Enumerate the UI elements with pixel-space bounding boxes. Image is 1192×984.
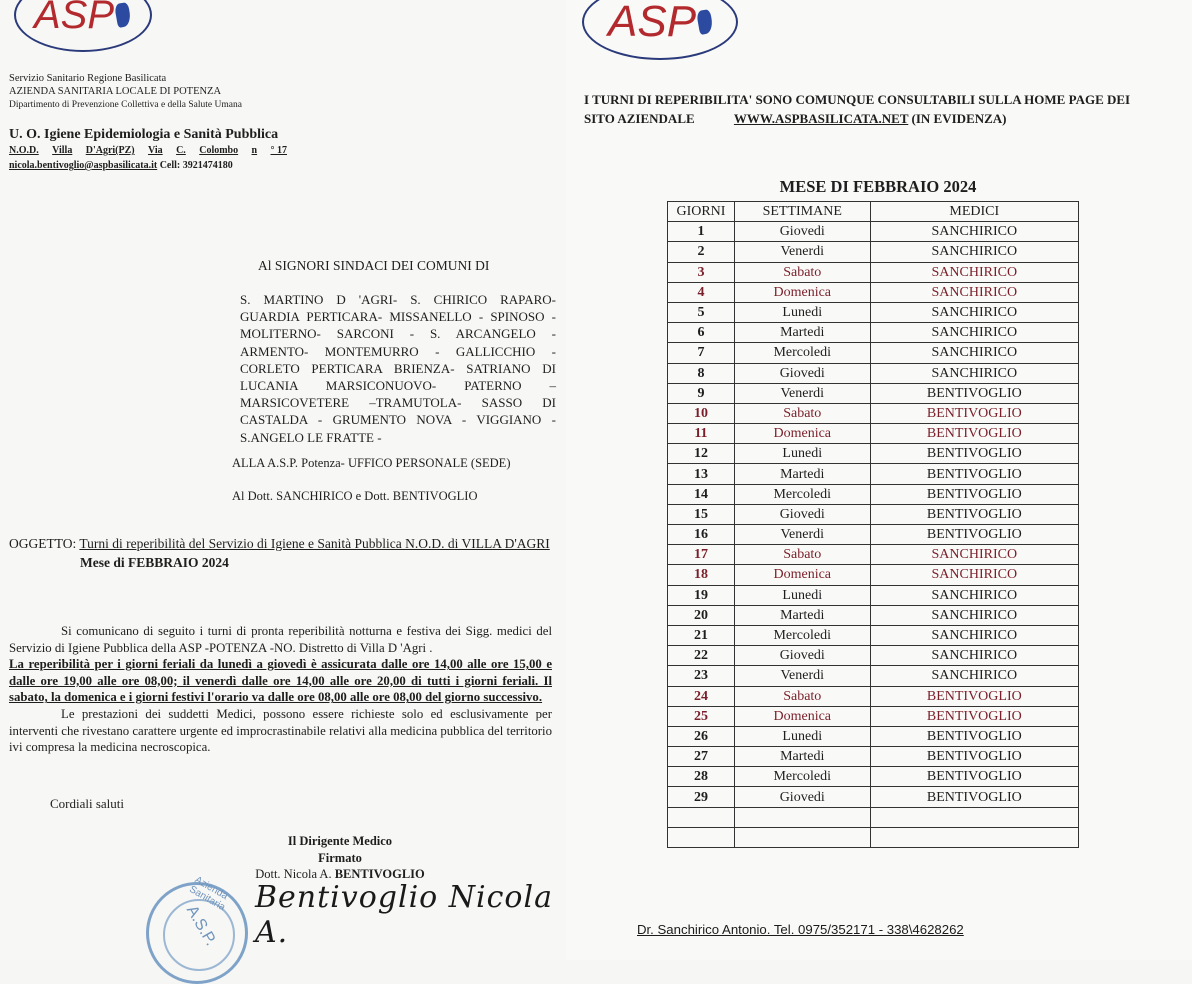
weekday-cell: Venerdi [734,383,870,403]
column-header-doctors: MEDICI [870,202,1078,222]
schedule-title: MESE DI FEBBRAIO 2024 [779,177,977,196]
table-row [668,767,1079,787]
table-row [668,424,1079,444]
address-part: C. [176,145,186,156]
contact-line: Dr. Sanchirico Antonio. Tel. 0975/352171 - 338\4628262 [637,922,964,937]
table-row [668,706,1079,726]
table-row [668,323,1079,343]
day-cell: 18 [668,565,735,585]
day-cell: 14 [668,484,735,504]
table-row [668,625,1079,645]
doctor-cell: SANCHIRICO [870,242,1078,262]
recipient-asp-office: ALLA A.S.P. Potenza- UFFICO PERSONALE (SEDE) [232,456,511,470]
table-row [668,444,1079,464]
doctor-cell: SANCHIRICO [870,646,1078,666]
doctor-cell: SANCHIRICO [870,363,1078,383]
day-cell: 28 [668,767,735,787]
doctor-cell: BENTIVOGLIO [870,747,1078,767]
table-row [668,262,1079,282]
day-cell: 27 [668,747,735,767]
table-row [668,747,1079,767]
table-row [668,242,1079,262]
weekday-cell: Lunedi [734,444,870,464]
doctor-cell: BENTIVOGLIO [870,424,1078,444]
day-cell: 3 [668,262,735,282]
weekday-cell: Domenica [734,282,870,302]
weekday-cell: Mercoledi [734,625,870,645]
notice-line: I TURNI DI REPERIBILITA' SONO COMUNQUE CONSULTABILI SULLA HOME PAGE DEI [584,92,1131,107]
day-cell: 6 [668,323,735,343]
weekday-cell: Venerdi [734,242,870,262]
header-agency: AZIENDA SANITARIA LOCALE DI POTENZA [9,86,222,97]
table-row [668,666,1079,686]
comuni-list: S. MARTINO D 'AGRI- S. CHIRICO RAPARO- GUARDIA PERTICARA- MISSANELLO - SPINOSO - MOLITERNO- SARCONI - S. ARCANGELO - ARMENTO- MONTEMURRO - GALLICCHIO - CORLETO PERTICARA BRIENZA- SATRIANO DI LUCANIA MARSICONUOVO- PATERNO – MARSICOVETERE –TRAMUTOLA- SASSO DI CASTALDA - GRUMENTO NOVA - VIGGIANO - S.ANGELO LE FRATTE - [240,292,556,445]
doctor-cell: BENTIVOGLIO [870,767,1078,787]
doctor-cell: BENTIVOGLIO [870,383,1078,403]
weekday-cell: Giovedi [734,363,870,383]
doctor-cell: BENTIVOGLIO [870,525,1078,545]
weekday-cell: Sabato [734,686,870,706]
doctor-cell: BENTIVOGLIO [870,686,1078,706]
weekday-cell: Domenica [734,565,870,585]
doctor-cell: SANCHIRICO [870,545,1078,565]
closing: Cordiali saluti [50,796,125,811]
body-paragraph-hours: La reperibilità per i giorni feriali da lunedì a giovedì è assicurata dalle ore 14,00 alle ore 15,00 e dalle ore 19,00 alle ore 08,00; il venerdì dalle ore 14,00 alle ore 20,00 di tutti i giorni feriali. Il sabato, la domenica e i giorni festivi l'orario va dalle ore 08,00 alle ore 08,00 del giorno successivo. [9,657,552,705]
website-notice [584,90,1184,128]
asp-logo-text: ASP [608,0,697,46]
weekday-cell [734,807,870,827]
day-cell: 11 [668,424,735,444]
address-part: N.O.D. [9,145,39,156]
doctor-cell: SANCHIRICO [870,605,1078,625]
doctor-cell: SANCHIRICO [870,343,1078,363]
doctor-cell: BENTIVOGLIO [870,706,1078,726]
day-cell: 24 [668,686,735,706]
day-cell [668,827,735,847]
table-row [668,827,1079,847]
day-cell: 17 [668,545,735,565]
doctor-cell: BENTIVOGLIO [870,504,1078,524]
table-row [668,787,1079,807]
day-cell: 7 [668,343,735,363]
day-cell: 16 [668,525,735,545]
header-department: Dipartimento di Prevenzione Collettiva e della Salute Umana [9,100,242,110]
weekday-cell [734,827,870,847]
weekday-cell: Giovedi [734,787,870,807]
doctor-cell: BENTIVOGLIO [870,726,1078,746]
left-page [0,0,566,960]
day-cell: 22 [668,646,735,666]
weekday-cell: Sabato [734,262,870,282]
weekday-cell: Sabato [734,545,870,565]
on-call-schedule-table [667,201,1079,848]
doctor-cell: SANCHIRICO [870,625,1078,645]
doctor-cell: SANCHIRICO [870,282,1078,302]
weekday-cell: Mercoledi [734,767,870,787]
signer-role: Il Dirigente Medico [287,834,393,848]
weekday-cell: Lunedi [734,726,870,746]
doctor-cell: SANCHIRICO [870,585,1078,605]
weekday-cell: Mercoledi [734,484,870,504]
doctor-cell: BENTIVOGLIO [870,464,1078,484]
day-cell: 20 [668,605,735,625]
day-cell: 13 [668,464,735,484]
doctor-cell: BENTIVOGLIO [870,444,1078,464]
body-paragraph-services: Le prestazioni dei suddetti Medici, possono essere richieste solo ed esclusivamente per interventi che rivestano carattere urgente ed improcrastinabile relativi alla medicina pubblica del territorio ivi compresa la medicina necroscopica. [9,706,552,755]
table-row [668,363,1079,383]
weekday-cell: Lunedi [734,302,870,322]
weekday-cell: Lunedi [734,585,870,605]
weekday-cell: Giovedi [734,646,870,666]
weekday-cell: Giovedi [734,222,870,242]
basilicata-map-icon [114,2,132,28]
address-part: n [251,145,258,156]
table-row [668,686,1079,706]
address-part: ° 17 [270,145,287,156]
table-row [668,343,1079,363]
address-part: Villa [52,145,73,156]
day-cell: 10 [668,403,735,423]
day-cell: 4 [668,282,735,302]
subject-label: OGGETTO: [9,536,77,551]
signature-block [230,833,450,883]
weekday-cell: Martedi [734,747,870,767]
cell-number: Cell: 3921474180 [159,160,233,171]
doctor-cell [870,827,1078,847]
letter-body [9,623,552,756]
address-part: Via [148,145,163,156]
day-cell: 8 [668,363,735,383]
subject-text: Turni di reperibilità del Servizio di Igiene e Sanità Pubblica N.O.D. di VILLA D'AGRI [79,536,550,551]
doctor-cell: BENTIVOGLIO [870,484,1078,504]
table-row [668,302,1079,322]
table-row [668,807,1079,827]
table-row [668,504,1079,524]
weekday-cell: Giovedi [734,504,870,524]
asp-logo-text: ASP [34,0,115,37]
notice-site-line: SITO AZIENDALE WWW.ASPBASILICATA.NET (IN EVIDENZA) [584,111,1007,126]
weekday-cell: Mercoledi [734,343,870,363]
doctor-cell: BENTIVOGLIO [870,787,1078,807]
address-part: Colombo [199,145,239,156]
table-row [668,464,1079,484]
basilicata-map-icon [696,9,714,35]
signer-name: Dott. Nicola A. BENTIVOGLIO [255,867,425,881]
doctor-cell: SANCHIRICO [870,565,1078,585]
day-cell: 29 [668,787,735,807]
table-header-row [668,202,1079,222]
doctor-cell: SANCHIRICO [870,323,1078,343]
doctor-cell: SANCHIRICO [870,666,1078,686]
doctor-cell: SANCHIRICO [870,262,1078,282]
table-row [668,605,1079,625]
body-paragraph-intro: Si comunicano di seguito i turni di pronta reperibilità notturna e festiva dei Sigg. medici del Servizio di Igiene Pubblica della ASP -POTENZA -NO. Distretto di Villa D 'Agri . [9,624,552,655]
table-row [668,646,1079,666]
day-cell: 1 [668,222,735,242]
doctor-cell [870,807,1078,827]
weekday-cell: Martedi [734,323,870,343]
unit-contact [9,160,233,171]
doctor-cell: BENTIVOGLIO [870,403,1078,423]
day-cell: 19 [668,585,735,605]
day-cell: 9 [668,383,735,403]
weekday-cell: Domenica [734,706,870,726]
day-cell: 15 [668,504,735,524]
unit-title: U. O. Igiene Epidemiologia e Sanità Pubblica [9,127,279,142]
weekday-cell: Martedi [734,605,870,625]
day-cell: 5 [668,302,735,322]
weekday-cell: Venerdi [734,666,870,686]
weekday-cell: Venerdi [734,525,870,545]
table-row [668,525,1079,545]
day-cell [668,807,735,827]
weekday-cell: Martedi [734,464,870,484]
day-cell: 26 [668,726,735,746]
email-link[interactable]: nicola.bentivoglio@aspbasilicata.it [9,160,158,171]
table-row [668,545,1079,565]
table-row [668,403,1079,423]
handwritten-signature: Bentivoglio Nicola A. [255,880,553,950]
day-cell: 25 [668,706,735,726]
recipient-doctors: Al Dott. SANCHIRICO e Dott. BENTIVOGLIO [232,489,478,503]
unit-address [9,145,287,156]
table-row [668,222,1079,242]
table-row [668,565,1079,585]
table-row [668,282,1079,302]
day-cell: 21 [668,625,735,645]
column-header-weekdays: SETTIMANE [734,202,870,222]
subject-line [9,536,550,552]
website-link[interactable]: WWW.ASPBASILICATA.NET [733,111,909,126]
address-part: D'Agri(PZ) [85,145,135,156]
doctor-cell: SANCHIRICO [870,222,1078,242]
asp-logo [14,0,152,52]
subject-month: Mese di FEBBRAIO 2024 [80,555,229,570]
day-cell: 12 [668,444,735,464]
stamp-center-text: A.S.P. [182,902,220,949]
asp-stamp [146,874,248,984]
table-row [668,726,1079,746]
stamp-ring-text: Azienda Sanitaria [187,874,230,914]
signature-status: Firmato [318,850,362,865]
recipients-title: Al SIGNORI SINDACI DEI COMUNI DI [258,258,490,273]
weekday-cell: Domenica [734,424,870,444]
day-cell: 2 [668,242,735,262]
weekday-cell: Sabato [734,403,870,423]
table-row [668,383,1079,403]
table-row [668,484,1079,504]
header-service: Servizio Sanitario Regione Basilicata [9,73,167,84]
doctor-cell: SANCHIRICO [870,302,1078,322]
table-row [668,585,1079,605]
day-cell: 23 [668,666,735,686]
column-header-days: GIORNI [668,202,735,222]
